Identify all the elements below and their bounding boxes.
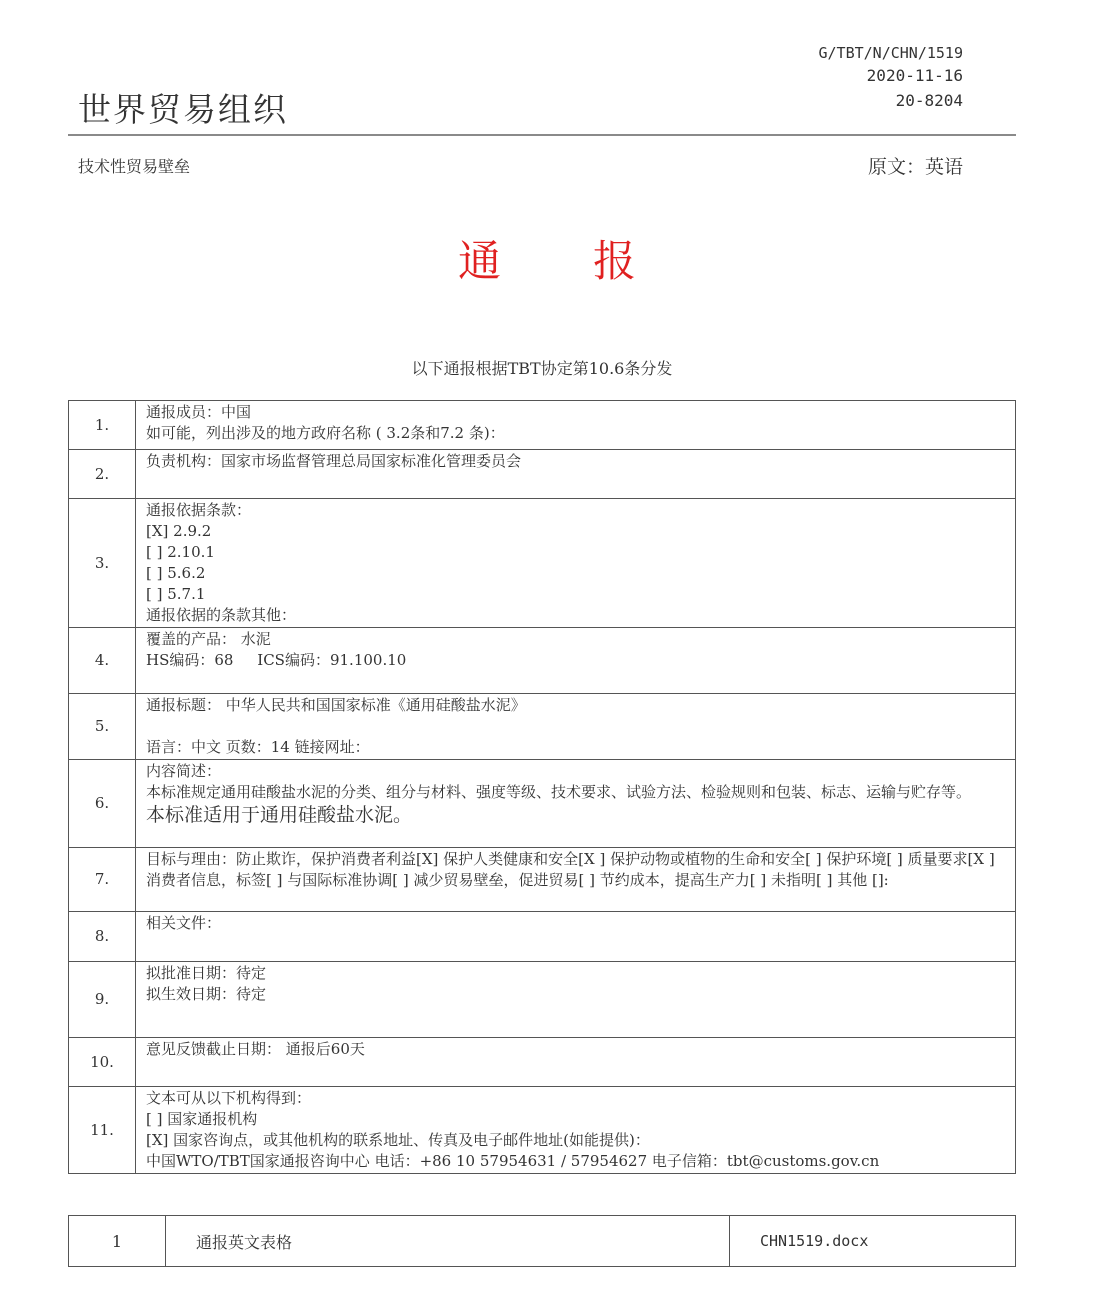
attachment-row xyxy=(69,1216,1016,1267)
row-line: [ ] 5.6.2 xyxy=(146,564,206,582)
row-line: 相关文件： xyxy=(146,914,222,932)
attachment-index: 1 xyxy=(69,1216,166,1267)
notification-subtitle: 以下通报根据TBT协定第10.6条分发 xyxy=(411,359,673,378)
row-line: 通报依据条款： xyxy=(146,501,252,519)
row-line: 中国WTO/TBT国家通报咨询中心 电话：+86 10 57954631 / 57954627 电子信箱：tbt@customs.gov.cn xyxy=(146,1152,880,1170)
row-line-emphasis: 本标准适用于通用硅酸盐水泥。 xyxy=(146,804,413,826)
row-number: 3. xyxy=(69,499,136,628)
row-line: [ ] 5.7.1 xyxy=(146,585,206,603)
table-row xyxy=(69,912,1016,962)
original-language: 原文：英语 xyxy=(867,156,963,178)
row-line: 通报标题： 中华人民共和国国家标准《通用硅酸盐水泥》 xyxy=(146,696,526,714)
attachment-file-link[interactable]: CHN1519.docx xyxy=(730,1216,1016,1267)
row-number: 5. xyxy=(69,694,136,760)
row-number: 8. xyxy=(69,912,136,962)
row-number: 10. xyxy=(69,1038,136,1087)
table-row xyxy=(69,760,1016,848)
row-line: 意见反馈截止日期： 通报后60天 xyxy=(146,1040,365,1058)
row-number: 1. xyxy=(69,401,136,450)
row-content xyxy=(136,912,1016,962)
title-char-1: 通 xyxy=(458,237,503,287)
attachment-label: 通报英文表格 xyxy=(166,1216,730,1267)
row-line: 内容简述： xyxy=(146,762,222,780)
row-number: 2. xyxy=(69,450,136,499)
notification-table xyxy=(68,400,1016,1174)
row-line: 负责机构：国家市场监督管理总局国家标准化管理委员会 xyxy=(146,452,522,470)
row-content xyxy=(136,628,1016,694)
row-content xyxy=(136,499,1016,628)
row-line: 通报成员：中国 xyxy=(146,403,252,421)
table-row xyxy=(69,962,1016,1038)
row-line: HS编码：68 ICS编码：91.100.10 xyxy=(146,651,407,669)
row-line xyxy=(146,716,1007,737)
row-number: 6. xyxy=(69,760,136,848)
row-line: 文本可从以下机构得到： xyxy=(146,1089,312,1107)
row-content xyxy=(136,694,1016,760)
table-row xyxy=(69,1087,1016,1174)
row-line: 拟批准日期：待定 xyxy=(146,964,267,982)
organization-name: 世界贸易组织 xyxy=(78,90,288,129)
row-line: 通报依据的条款其他： xyxy=(146,606,297,624)
row-line: 覆盖的产品： 水泥 xyxy=(146,630,271,648)
row-number: 7. xyxy=(69,848,136,912)
row-line: 本标准规定通用硅酸盐水泥的分类、组分与材料、强度等级、技术要求、试验方法、检验规则和包装、标志、运输与贮存等。 xyxy=(146,783,972,801)
document-number: 20-8204 xyxy=(895,91,963,110)
row-line: [ ] 2.10.1 xyxy=(146,543,215,561)
notification-title xyxy=(0,228,1096,289)
row-number: 9. xyxy=(69,962,136,1038)
table-row xyxy=(69,628,1016,694)
row-content xyxy=(136,1038,1016,1087)
row-content xyxy=(136,450,1016,499)
row-number: 11. xyxy=(69,1087,136,1174)
document-date: 2020-11-16 xyxy=(866,66,963,85)
document-symbol: G/TBT/N/CHN/1519 xyxy=(818,44,963,62)
row-line: 语言：中文 页数：14 链接网址： xyxy=(146,738,370,756)
committee-name: 技术性贸易壁垒 xyxy=(78,157,191,176)
table-row xyxy=(69,499,1016,628)
row-content xyxy=(136,848,1016,912)
row-line: 如可能，列出涉及的地方政府名称 ( 3.2条和7.2 条)： xyxy=(146,424,505,442)
table-row xyxy=(69,694,1016,760)
row-number: 4. xyxy=(69,628,136,694)
row-line: 目标与理由：防止欺诈，保护消费者利益[X] 保护人类健康和安全[X ] 保护动物或植物的生命和安全[ ] 保护环境[ ] 质量要求[X ] 消费者信息，标签[ ] 与国际标准协调[ ] 减少贸易壁垒，促进贸易[ ] 节约成本，提高生产力[ ] 未指明[ ] 其他 []: xyxy=(146,850,1000,889)
row-content xyxy=(136,1087,1016,1174)
row-line: [X] 2.9.2 xyxy=(146,522,212,540)
table-row xyxy=(69,401,1016,450)
attachment-table xyxy=(68,1215,1016,1267)
row-content xyxy=(136,962,1016,1038)
header-divider xyxy=(68,134,1016,136)
table-row xyxy=(69,450,1016,499)
row-line: 拟生效日期：待定 xyxy=(146,985,267,1003)
row-line: [ ] 国家通报机构 xyxy=(146,1110,258,1128)
row-content xyxy=(136,401,1016,450)
table-row xyxy=(69,1038,1016,1087)
row-content xyxy=(136,760,1016,848)
row-line: [X] 国家咨询点，或其他机构的联系地址、传真及电子邮件地址(如能提供)： xyxy=(146,1131,650,1149)
table-row xyxy=(69,848,1016,912)
title-char-2: 报 xyxy=(593,237,638,287)
